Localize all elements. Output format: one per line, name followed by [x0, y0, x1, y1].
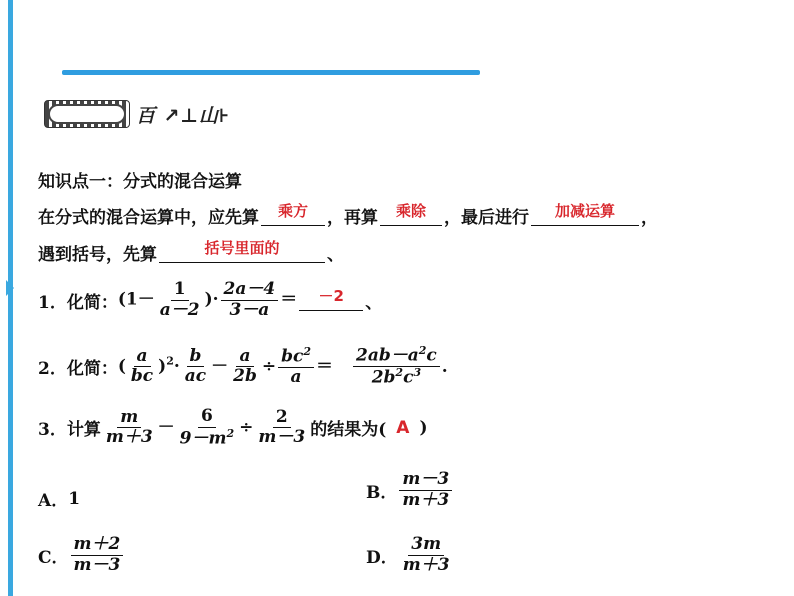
q2-expression: ( $\frac{a}{bc}$ )$^2$· $\frac{b}{ac}$ － $\frac{a}{2b}$ ÷ $\frac{bc^2}{a}$ ＝ [117, 344, 334, 388]
margin-arrow-icon [6, 280, 14, 296]
banner-logo-icon [44, 100, 130, 128]
intro-text: 、 [327, 245, 344, 265]
q1-expression: (1－ $\frac{1}{a-2}$ )· $\frac{2a-4}{3-a}$ ＝ [117, 279, 298, 320]
question-2 [38, 345, 448, 388]
top-divider [62, 70, 480, 75]
intro-line-2 [38, 240, 344, 265]
blank-4-answer: 括号里面的 [204, 239, 280, 257]
option-d[interactable] [366, 535, 455, 575]
q3-close: ) [419, 417, 428, 438]
option-b-fraction: $\frac{m-3}{m+3}$ [399, 470, 452, 510]
q3-answer: A [396, 417, 410, 438]
blank-2-answer: 乘除 [395, 202, 426, 220]
blank-3 [531, 202, 639, 226]
margin-bar [8, 0, 13, 596]
question-3 [38, 407, 428, 449]
option-c-label: C． [38, 547, 69, 568]
banner-title: 百 ↗⊥山⊦ [136, 104, 231, 127]
q3-suffix: 的结果为( [310, 420, 387, 441]
q1-tail: 、 [365, 292, 383, 313]
intro-text: ，再算 [327, 208, 378, 228]
option-c-fraction: $\frac{m+2}{m-3}$ [71, 535, 124, 575]
blank-1-answer: 乘方 [277, 202, 308, 220]
intro-text: 遇到括号，先算 [38, 245, 157, 265]
intro-line-1 [38, 203, 658, 228]
option-a-value: 1 [68, 488, 81, 509]
intro-text: ， [641, 208, 658, 228]
q2-tail: . [441, 356, 448, 377]
blank-1 [261, 202, 325, 226]
option-b[interactable] [366, 470, 454, 510]
left-margin-rule [0, 0, 14, 596]
question-1 [38, 280, 382, 320]
question-2-label: 2．化简： [38, 359, 118, 380]
option-a-label: A． [38, 491, 69, 511]
option-d-label: D． [366, 547, 398, 568]
question-1-label: 1．化简： [38, 292, 118, 313]
blank-4 [159, 239, 325, 263]
blank-2 [380, 202, 442, 226]
option-d-fraction: $\frac{3m}{m+3}$ [402, 534, 450, 575]
q2-answer: $\frac{2ab-a^2c}{2b^2c^3}$ [353, 345, 440, 388]
intro-text: ，最后进行 [444, 208, 529, 228]
option-c[interactable] [38, 535, 125, 575]
q3-expression: $\frac{m}{m+3}$ － $\frac{6}{9-m^2}$ ÷ $\frac{2}{m-3}$ [105, 406, 306, 449]
q1-blank [299, 286, 363, 311]
section-banner [44, 100, 230, 128]
option-b-label: B． [366, 482, 398, 503]
question-3-label: 3．计算 [38, 420, 101, 441]
option-a[interactable] [38, 486, 80, 511]
intro-text: 在分式的混合运算中，应先算 [38, 208, 259, 228]
q1-answer: －2 [318, 286, 344, 305]
blank-3-answer: 加减运算 [554, 202, 615, 220]
knowledge-heading: 知识点一：分式的混合运算 [38, 172, 242, 192]
